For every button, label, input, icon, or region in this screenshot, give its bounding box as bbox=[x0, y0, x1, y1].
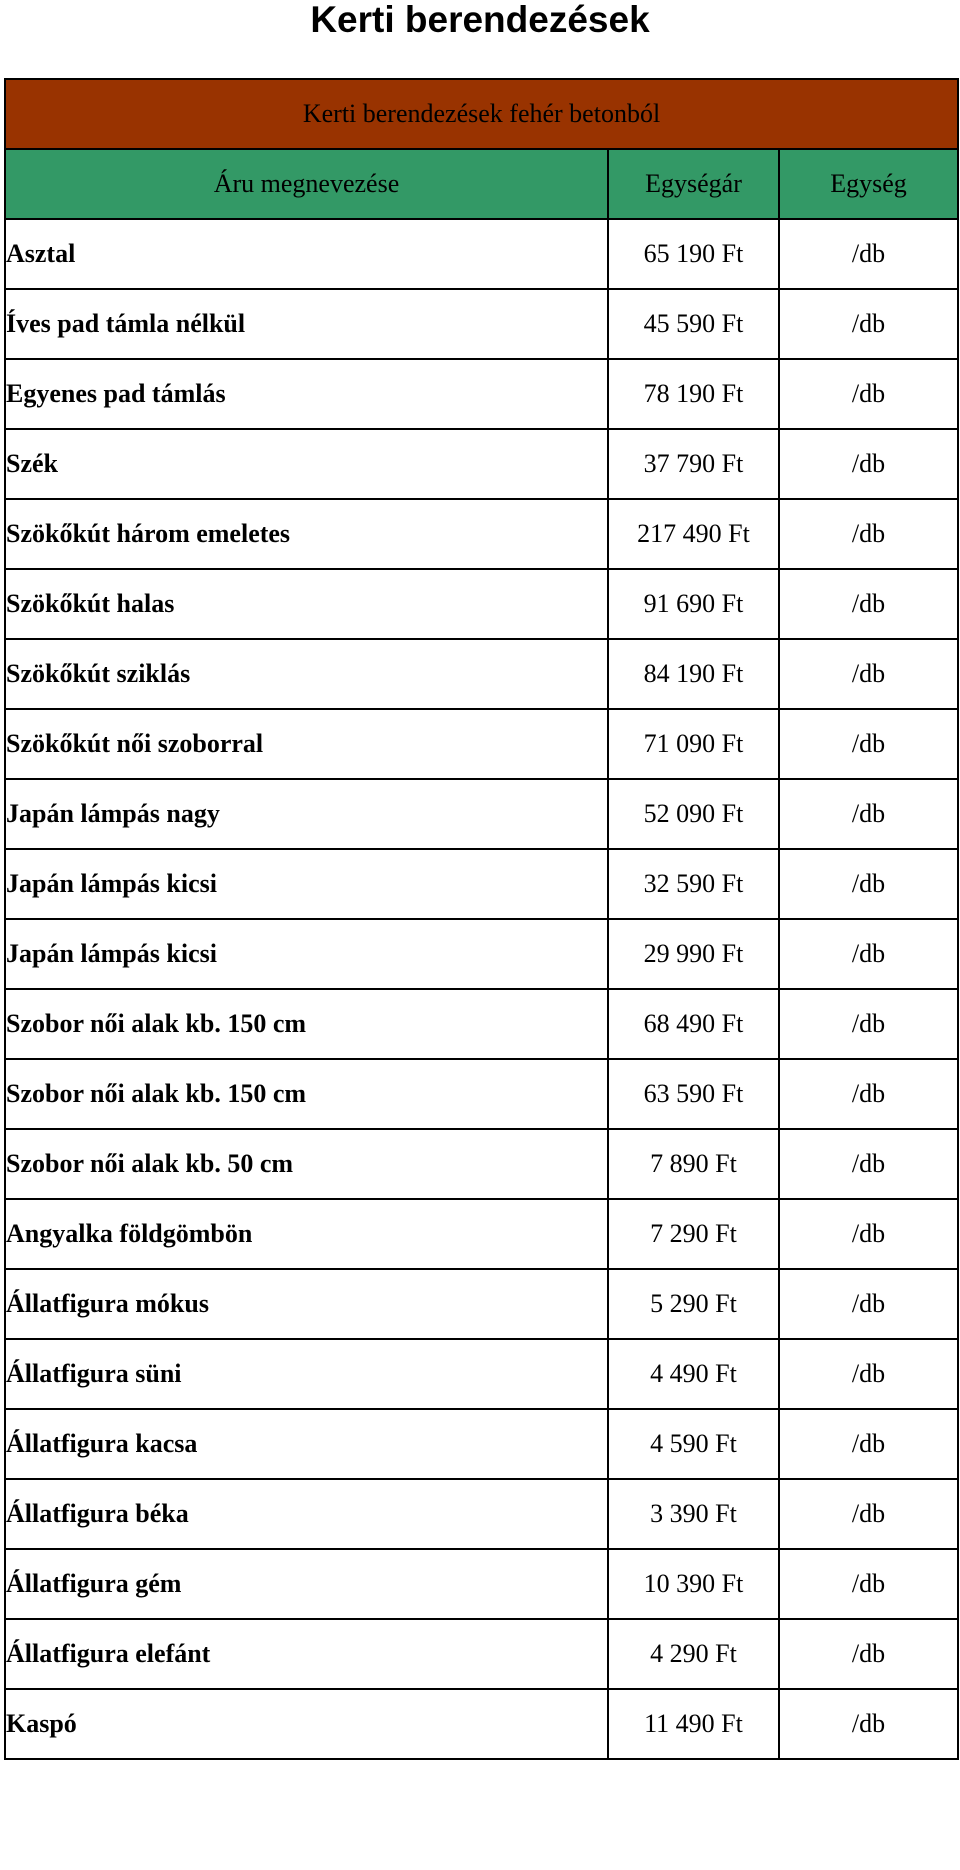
item-unit-cell: /db bbox=[779, 1619, 958, 1689]
item-unit-cell: /db bbox=[779, 1269, 958, 1339]
table-body bbox=[5, 219, 958, 1759]
item-unit-cell: /db bbox=[779, 1339, 958, 1409]
item-price-cell: 7 290 Ft bbox=[608, 1199, 779, 1269]
table-row bbox=[5, 1689, 958, 1759]
table-row bbox=[5, 779, 958, 849]
item-unit-cell: /db bbox=[779, 499, 958, 569]
item-name-cell: Szökőkút női szoborral bbox=[5, 709, 608, 779]
item-unit-cell: /db bbox=[779, 1129, 958, 1199]
table-row bbox=[5, 1339, 958, 1409]
item-unit-cell: /db bbox=[779, 1689, 958, 1759]
item-name-cell: Japán lámpás kicsi bbox=[5, 919, 608, 989]
item-name-cell: Állatfigura kacsa bbox=[5, 1409, 608, 1479]
table-row bbox=[5, 1199, 958, 1269]
item-price-cell: 29 990 Ft bbox=[608, 919, 779, 989]
item-name-cell: Japán lámpás nagy bbox=[5, 779, 608, 849]
item-price-cell: 52 090 Ft bbox=[608, 779, 779, 849]
item-unit-cell: /db bbox=[779, 639, 958, 709]
item-unit-cell: /db bbox=[779, 989, 958, 1059]
table-row bbox=[5, 219, 958, 289]
table-row bbox=[5, 709, 958, 779]
item-price-cell: 78 190 Ft bbox=[608, 359, 779, 429]
item-price-cell: 84 190 Ft bbox=[608, 639, 779, 709]
item-price-cell: 68 490 Ft bbox=[608, 989, 779, 1059]
table-row bbox=[5, 359, 958, 429]
item-unit-cell: /db bbox=[779, 1199, 958, 1269]
item-price-cell: 65 190 Ft bbox=[608, 219, 779, 289]
table-row bbox=[5, 499, 958, 569]
table-row bbox=[5, 919, 958, 989]
table-header-row bbox=[5, 149, 958, 219]
item-unit-cell: /db bbox=[779, 779, 958, 849]
item-name-cell: Állatfigura gém bbox=[5, 1549, 608, 1619]
table-row bbox=[5, 1129, 958, 1199]
item-unit-cell: /db bbox=[779, 709, 958, 779]
column-header-price: Egységár bbox=[608, 149, 779, 219]
item-price-cell: 217 490 Ft bbox=[608, 499, 779, 569]
item-unit-cell: /db bbox=[779, 919, 958, 989]
item-price-cell: 11 490 Ft bbox=[608, 1689, 779, 1759]
table-row bbox=[5, 569, 958, 639]
item-name-cell: Állatfigura elefánt bbox=[5, 1619, 608, 1689]
table-row bbox=[5, 1479, 958, 1549]
table-row bbox=[5, 849, 958, 919]
item-unit-cell: /db bbox=[779, 429, 958, 499]
column-header-name: Áru megnevezése bbox=[5, 149, 608, 219]
item-unit-cell: /db bbox=[779, 569, 958, 639]
item-name-cell: Szökőkút sziklás bbox=[5, 639, 608, 709]
table-row bbox=[5, 639, 958, 709]
item-price-cell: 91 690 Ft bbox=[608, 569, 779, 639]
item-name-cell: Szobor női alak kb. 150 cm bbox=[5, 989, 608, 1059]
item-name-cell: Szobor női alak kb. 50 cm bbox=[5, 1129, 608, 1199]
item-name-cell: Állatfigura mókus bbox=[5, 1269, 608, 1339]
item-name-cell: Állatfigura béka bbox=[5, 1479, 608, 1549]
item-unit-cell: /db bbox=[779, 289, 958, 359]
table-caption: Kerti berendezések fehér betonból bbox=[5, 79, 958, 149]
page-title: Kerti berendezések bbox=[310, 0, 650, 40]
item-name-cell: Asztal bbox=[5, 219, 608, 289]
item-unit-cell: /db bbox=[779, 1549, 958, 1619]
item-price-cell: 5 290 Ft bbox=[608, 1269, 779, 1339]
item-unit-cell: /db bbox=[779, 849, 958, 919]
item-name-cell: Íves pad támla nélkül bbox=[5, 289, 608, 359]
table-row bbox=[5, 1409, 958, 1479]
table-row bbox=[5, 1549, 958, 1619]
item-price-cell: 37 790 Ft bbox=[608, 429, 779, 499]
table-row bbox=[5, 989, 958, 1059]
item-unit-cell: /db bbox=[779, 1409, 958, 1479]
price-table bbox=[4, 78, 959, 1760]
item-price-cell: 7 890 Ft bbox=[608, 1129, 779, 1199]
column-header-unit: Egység bbox=[779, 149, 958, 219]
table-caption-row bbox=[5, 79, 958, 149]
item-unit-cell: /db bbox=[779, 359, 958, 429]
table-row bbox=[5, 289, 958, 359]
item-name-cell: Szobor női alak kb. 150 cm bbox=[5, 1059, 608, 1129]
table-row bbox=[5, 429, 958, 499]
item-price-cell: 4 490 Ft bbox=[608, 1339, 779, 1409]
item-unit-cell: /db bbox=[779, 1059, 958, 1129]
item-name-cell: Állatfigura süni bbox=[5, 1339, 608, 1409]
item-unit-cell: /db bbox=[779, 219, 958, 289]
table-row bbox=[5, 1619, 958, 1689]
item-price-cell: 45 590 Ft bbox=[608, 289, 779, 359]
item-name-cell: Egyenes pad támlás bbox=[5, 359, 608, 429]
item-price-cell: 32 590 Ft bbox=[608, 849, 779, 919]
item-unit-cell: /db bbox=[779, 1479, 958, 1549]
item-price-cell: 71 090 Ft bbox=[608, 709, 779, 779]
item-price-cell: 4 590 Ft bbox=[608, 1409, 779, 1479]
item-price-cell: 10 390 Ft bbox=[608, 1549, 779, 1619]
item-name-cell: Kaspó bbox=[5, 1689, 608, 1759]
item-name-cell: Japán lámpás kicsi bbox=[5, 849, 608, 919]
table-row bbox=[5, 1269, 958, 1339]
item-price-cell: 4 290 Ft bbox=[608, 1619, 779, 1689]
item-name-cell: Angyalka földgömbön bbox=[5, 1199, 608, 1269]
item-name-cell: Szökőkút három emeletes bbox=[5, 499, 608, 569]
table-row bbox=[5, 1059, 958, 1129]
item-price-cell: 3 390 Ft bbox=[608, 1479, 779, 1549]
item-name-cell: Szökőkút halas bbox=[5, 569, 608, 639]
item-price-cell: 63 590 Ft bbox=[608, 1059, 779, 1129]
item-name-cell: Szék bbox=[5, 429, 608, 499]
